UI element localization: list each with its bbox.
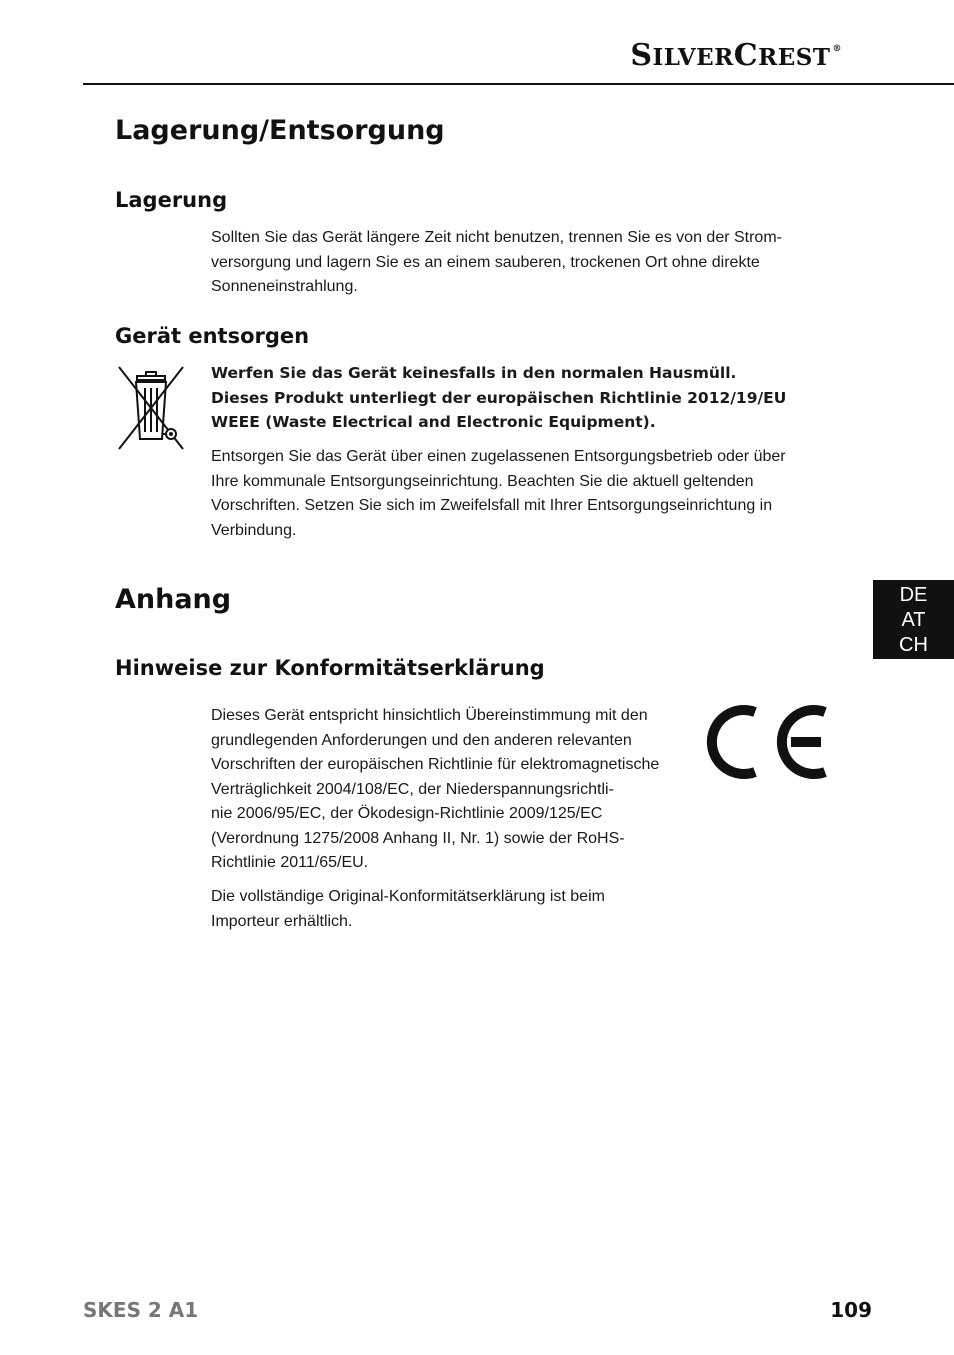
paragraph-lagerung: Sollten Sie das Gerät längere Zeit nicht benutzen, trennen Sie es von der Strom- versorgung und lagern Sie es an einem sauberen, trockenen Ort ohne direkte Sonneneinstrahlung.	[211, 229, 782, 295]
header-rule	[83, 83, 954, 85]
paragraph-konformitaet: Dieses Gerät entspricht hinsichtlich Übereinstimmung mit den grundlegenden Anforderungen und den anderen relevanten Vorschriften der europäischen Richtlinie für elektromagnetische Verträglichkeit 2004/108/EC, der Niederspannungsrichtli- nie 2006/95/EC, der Ökodesign-Richtlinie 2009/125/EC (Verordnung 1275/2008 Anhang II, Nr. 1) sowie der RoHS- Richtlinie 2011/65/EU.	[211, 707, 660, 871]
heading-geraet-entsorgen: Gerät entsorgen	[115, 324, 310, 348]
paragraph-entsorgen: Entsorgen Sie das Gerät über einen zugelassenen Entsorgungsbetrieb oder über Ihre kommunale Entsorgungseinrichtung. Beachten Sie die aktuell geltenden Vorschriften. Setzen Sie sich im Zweifelsfall mit Ihrer Entsorgungseinrichtung in Verbindung.	[211, 448, 786, 539]
brand-logo: SILVERCREST ®	[630, 38, 842, 73]
section-title-anhang: Anhang	[115, 584, 232, 615]
paragraph-konformitaet-importeur: Die vollständige Original-Konformitätserklärung ist beim Importeur erhältlich.	[211, 888, 605, 930]
ce-mark-icon	[703, 704, 831, 780]
heading-konformitaet: Hinweise zur Konformitätserklärung	[115, 656, 545, 680]
section-title-lagerung-entsorgung: Lagerung/Entsorgung	[115, 115, 445, 146]
paragraph-entsorgen-warning: Werfen Sie das Gerät keinesfalls in den normalen Hausmüll. Dieses Produkt unterliegt der europäischen Richtlinie 2012/19/EU WEEE (Waste Electrical and Electronic Equipment).	[211, 364, 787, 431]
footer-model: SKES 2 A1	[83, 1298, 199, 1322]
language-tab: DE AT CH	[873, 580, 954, 659]
page-number: 109	[830, 1298, 872, 1322]
heading-lagerung: Lagerung	[115, 188, 228, 212]
crossed-out-wheelie-bin-icon	[116, 364, 186, 452]
